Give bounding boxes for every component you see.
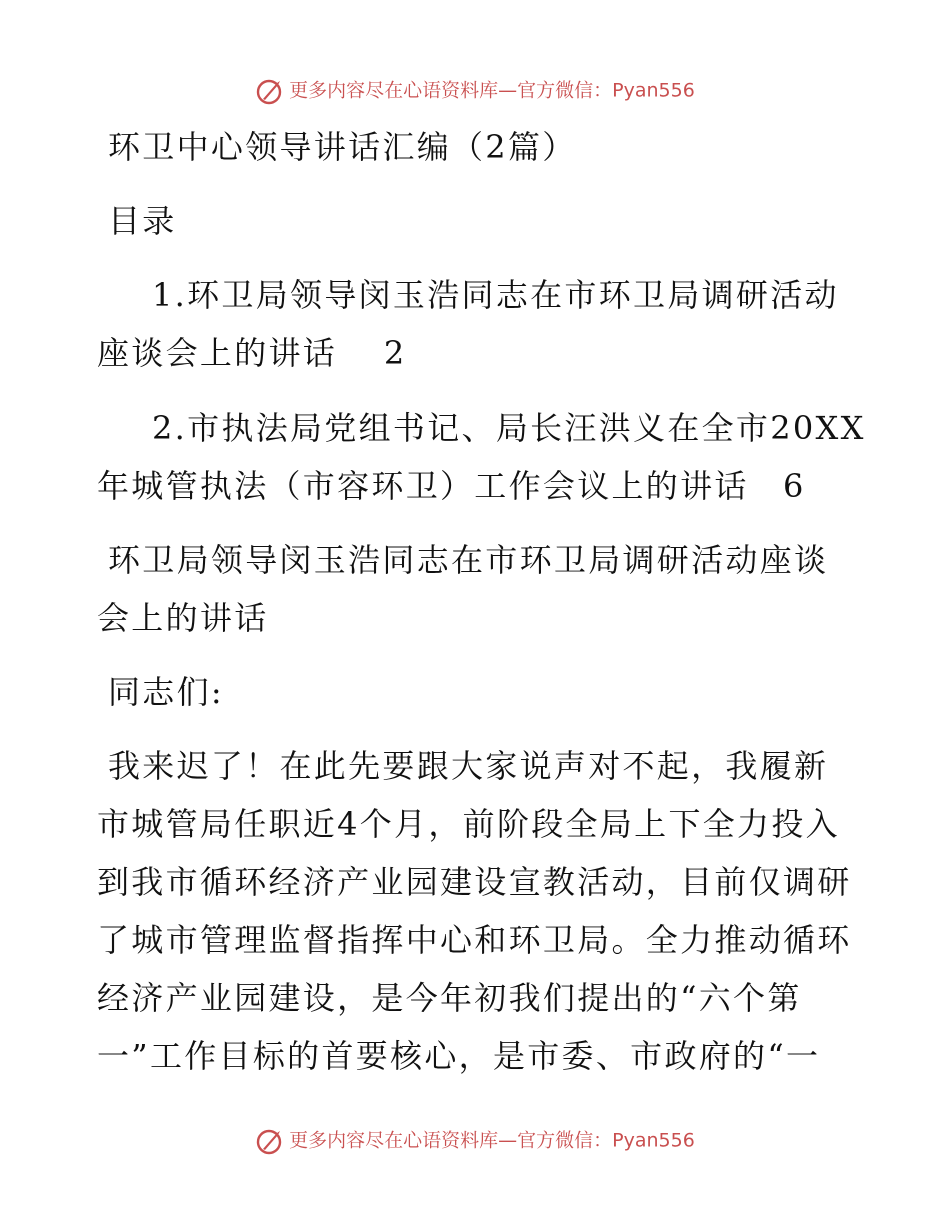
watermark-footer: [0, 1126, 950, 1155]
body-line: 了城市管理监督指挥中心和环卫局。全力推动循环: [97, 921, 852, 959]
body-line: 经济产业园建设，是今年初我们提出的“六个第: [97, 979, 802, 1017]
section-title-line-1: 环卫局领导闵玉浩同志在市环卫局调研活动座谈: [108, 541, 829, 579]
salutation: 同志们:: [108, 673, 224, 711]
quill-logo-icon: [255, 1127, 285, 1155]
watermark-text: 更多内容尽在心语资料库—官方微信：Pyan556: [289, 79, 695, 102]
body-line: 我来迟了！在此先要跟大家说声对不起，我履新: [108, 747, 829, 785]
document-title: 环卫中心领导讲话汇编（2篇）: [108, 128, 577, 166]
toc-item-1-line-1: 1.环卫局领导闵玉浩同志在市环卫局调研活动: [152, 276, 839, 314]
body-line: 一”工作目标的首要核心，是市委、市政府的“一: [97, 1037, 821, 1075]
toc-item-1-line-2: 座谈会上的讲话 2: [97, 334, 407, 372]
watermark-text: 更多内容尽在心语资料库—官方微信：Pyan556: [289, 1129, 695, 1152]
quill-logo-icon: [255, 77, 285, 105]
toc-item-2-line-2: 年城管执法（市容环卫）工作会议上的讲话 6: [97, 467, 806, 505]
body-line: 到我市循环经济产业园建设宣教活动，目前仅调研: [97, 863, 852, 901]
toc-heading: 目录: [108, 202, 177, 240]
toc-item-2-line-1: 2.市执法局党组书记、局长汪洪义在全市20XX: [152, 409, 866, 447]
watermark-header: [0, 76, 950, 105]
body-line: 市城管局任职近4个月，前阶段全局上下全力投入: [97, 805, 840, 843]
section-title-line-2: 会上的讲话: [97, 599, 269, 637]
